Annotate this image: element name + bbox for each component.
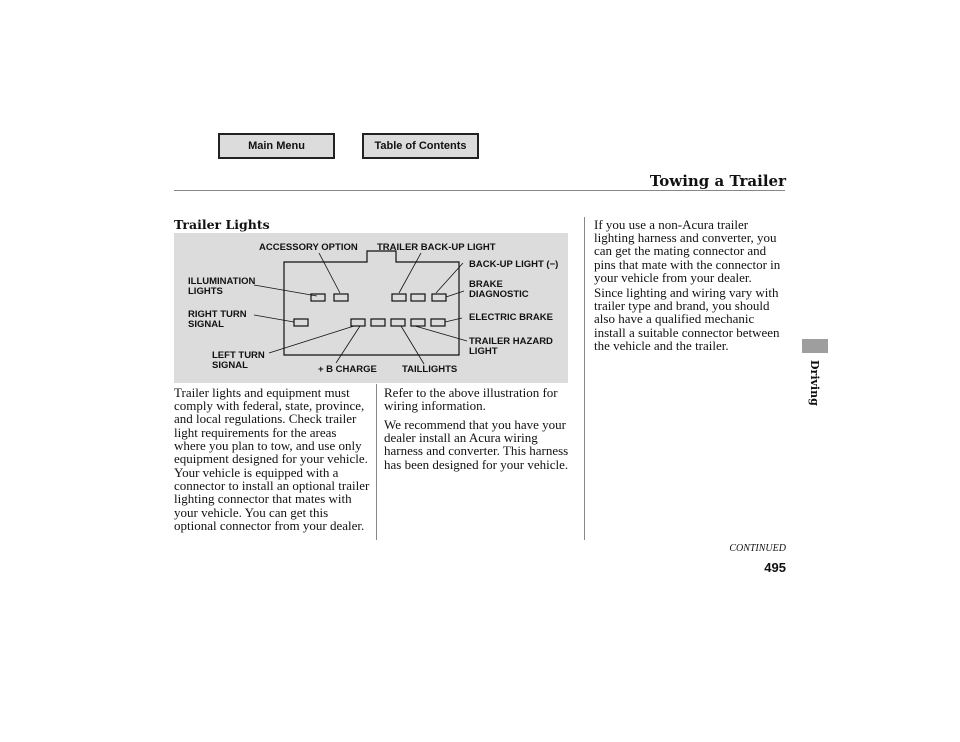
leader-line <box>399 253 421 293</box>
label-electric-brake: ELECTRIC BRAKE <box>469 312 553 323</box>
label-right-turn-signal: RIGHT TURN SIGNAL <box>188 309 247 330</box>
label-brake-diagnostic: BRAKE DIAGNOSTIC <box>469 279 529 300</box>
main-menu-button[interactable]: Main Menu <box>218 133 335 159</box>
leader-line <box>254 285 317 296</box>
label-backup-light: BACK-UP LIGHT (−) <box>469 259 559 270</box>
connector-pin <box>294 319 308 326</box>
label-taillights: TAILLIGHTS <box>402 364 458 375</box>
label-illumination-lights: ILLUMINATION LIGHTS <box>188 276 256 297</box>
label-accessory-option: ACCESSORY OPTION <box>259 242 358 253</box>
left-paragraph-1: Trailer lights and equipment must comply with federal, state, province, and local regulations. Check trailer light requirements for the areas where you plan to tow, and use only equipment designed for your vehicle. <box>174 385 368 467</box>
section-tab <box>802 339 828 353</box>
section-label: Driving <box>808 360 821 406</box>
label-b-charge: + B CHARGE <box>318 364 377 375</box>
leader-line <box>254 315 294 322</box>
middle-paragraph-2: We recommend that you have your dealer install an Acura wiring harness and converter. This harness has been designed for your vehicle. <box>384 417 569 472</box>
right-paragraph-2: Since lighting and wiring vary with trailer type and brand, you should also have a qualified mechanic install a suitable connector between the vehicle and the trailer. <box>594 285 780 353</box>
page-number: 495 <box>764 560 786 575</box>
leader-line <box>336 326 360 363</box>
middle-paragraph-1: Refer to the above illustration for wiring information. <box>384 385 558 414</box>
leader-line <box>401 326 424 364</box>
leader-line <box>319 253 340 293</box>
connector-pin <box>432 294 446 301</box>
connector-pin <box>431 319 445 326</box>
connector-pin <box>391 319 405 326</box>
column-divider-left <box>376 384 377 540</box>
connector-pin <box>392 294 406 301</box>
connector-outline <box>284 251 459 355</box>
connector-pin <box>411 319 425 326</box>
connector-pin <box>334 294 348 301</box>
continued-label: CONTINUED <box>729 543 786 554</box>
leader-line <box>446 291 464 297</box>
right-paragraph-1: If you use a non-Acura trailer lighting harness and converter, you can get the mating connector and pins that mate with the connector in your vehicle from your dealer. <box>594 217 781 285</box>
left-paragraph-2: Your vehicle is equipped with a connector to install an optional trailer lighting connector that mates with your vehicle. You can get this optional connector from your dealer. <box>174 465 370 533</box>
connector-pin <box>371 319 385 326</box>
section-heading: Trailer Lights <box>174 217 270 232</box>
label-trailer-hazard-light: TRAILER HAZARD LIGHT <box>469 336 553 357</box>
column-divider-right <box>584 217 585 540</box>
label-trailer-backup-light: TRAILER BACK-UP LIGHT <box>377 242 496 253</box>
connector-pin <box>411 294 425 301</box>
leader-line <box>269 326 354 353</box>
label-left-turn-signal: LEFT TURN SIGNAL <box>212 350 265 371</box>
connector-pin <box>351 319 365 326</box>
connector-diagram <box>174 233 568 383</box>
header-divider <box>174 190 785 191</box>
table-of-contents-button[interactable]: Table of Contents <box>362 133 479 159</box>
page-title: Towing a Trailer <box>649 172 786 190</box>
